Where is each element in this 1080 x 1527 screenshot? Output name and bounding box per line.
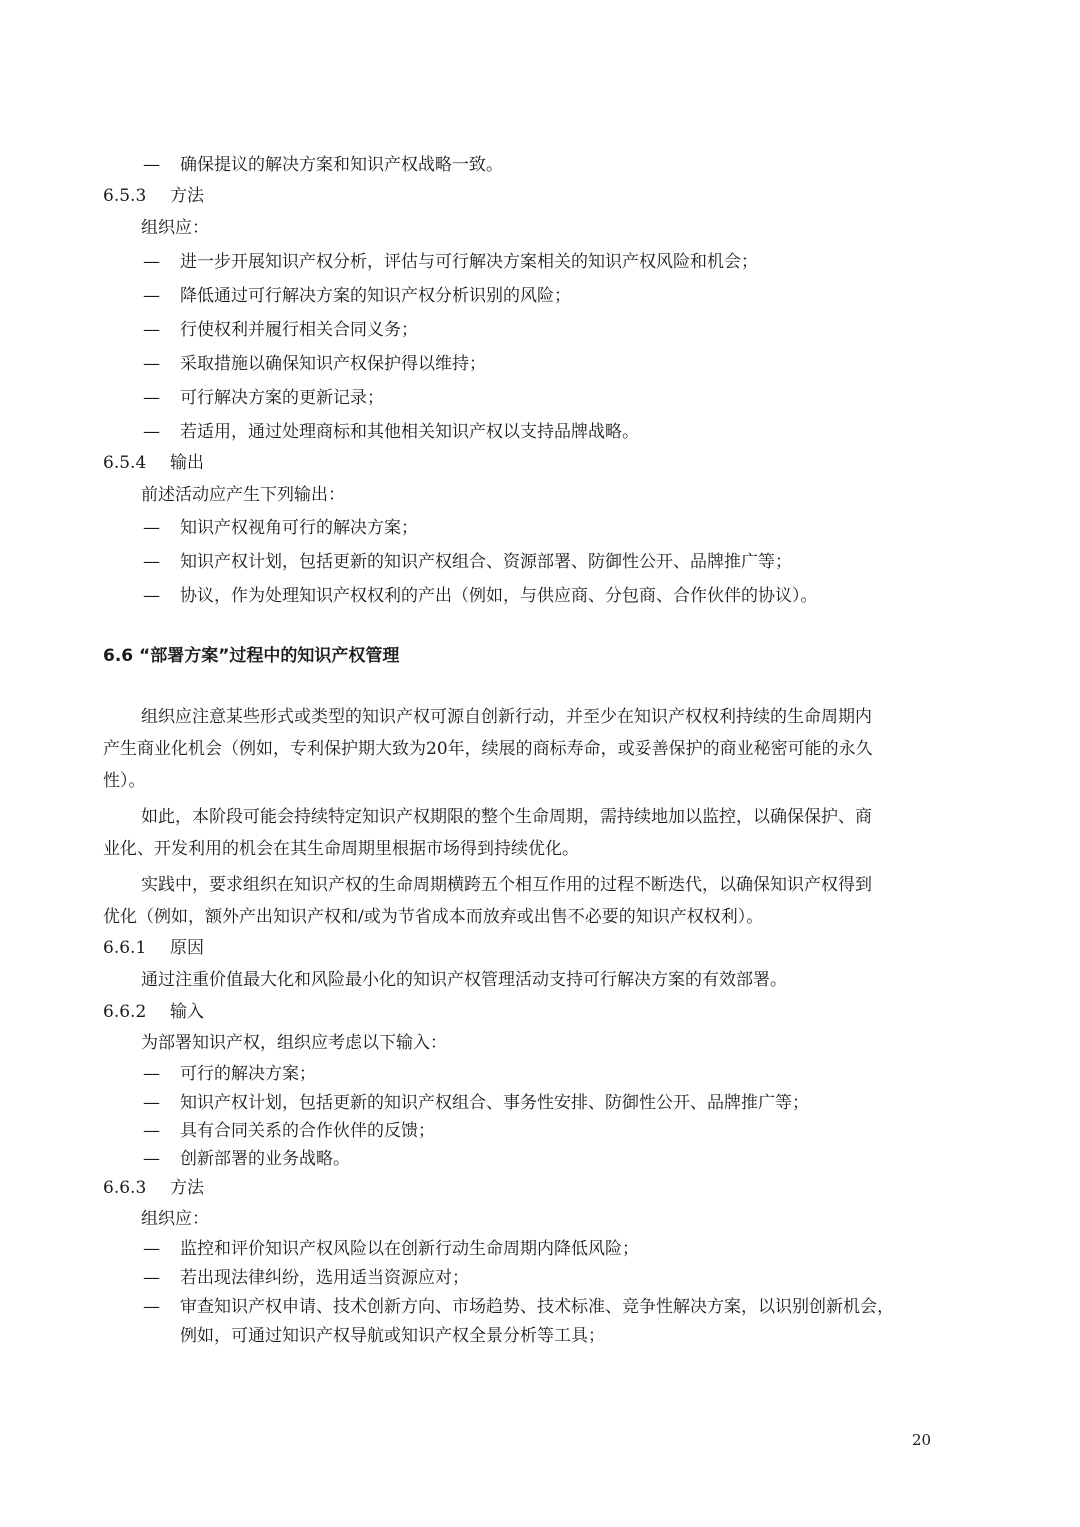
subsection-title: 原因 [170,938,204,958]
list-dash: — [143,586,160,606]
list-dash: — [143,286,160,306]
list-item-text: 知识产权计划，包括更新的知识产权组合、事务性安排、防御性公开、品牌推广等； [180,1093,809,1113]
list-dash: — [143,422,160,442]
list-dash: — [143,354,160,374]
list-dash: — [143,320,160,340]
lead-text-content: 组织应： [141,1209,209,1229]
list-item-text: 确保提议的解决方案和知识产权战略一致。 [180,155,503,175]
list-dash: — [143,518,160,538]
paragraph-line: 业化、开发利用的机会在其生命周期里根据市场得到持续优化。 [103,839,579,859]
list-dash: — [143,1297,160,1317]
subsection-number: 6.6.2 [103,1002,147,1022]
subsection-number: 6.5.4 [103,453,147,473]
list-item-text: 若适用，通过处理商标和其他相关知识产权以支持品牌战略。 [180,422,639,442]
paragraph-line: 如此，本阶段可能会持续特定知识产权期限的整个生命周期，需持续地加以监控，以确保保护、商 [141,807,872,827]
list-item-text: 知识产权视角可行的解决方案； [180,518,418,538]
subsection-title: 输出 [170,453,204,473]
list-item-text: 若出现法律纠纷，选用适当资源应对； [180,1268,469,1288]
subsection-title: 方法 [170,1178,204,1198]
list-item-text: 例如，可通过知识产权导航或知识产权全景分析等工具； [180,1326,605,1346]
list-item-text: 审查知识产权申请、技术创新方向、市场趋势、技术标准、竞争性解决方案，以识别创新机会， [180,1297,894,1317]
list-item-text: 监控和评价知识产权风险以在创新行动生命周期内降低风险； [180,1239,639,1259]
list-item-text: 行使权利并履行相关合同义务； [180,320,418,340]
subsection-number: 6.5.3 [103,186,147,206]
paragraph-line: 性）。 [103,771,146,791]
page-number: 20 [912,1431,932,1449]
subsection-number: 6.6.3 [103,1178,147,1198]
subsection-title: 方法 [170,186,204,206]
lead-text-content: 组织应： [141,218,209,238]
list-dash: — [143,1121,160,1141]
list-item-text: 创新部署的业务战略。 [180,1149,350,1169]
list-item-text: 降低通过可行解决方案的知识产权分析识别的风险； [180,286,571,306]
list-dash: — [143,552,160,572]
section-heading-6-6: 6.6 “部署方案”过程中的知识产权管理 [103,646,400,666]
lead-text-content: 前述活动应产生下列输出： [141,485,345,505]
paragraph-line: 组织应注意某些形式或类型的知识产权可源自创新行动，并至少在知识产权权利持续的生命周期内 [141,707,872,727]
list-item-text: 协议，作为处理知识产权权利的产出（例如，与供应商、分包商、合作伙伴的协议）。 [180,586,818,606]
list-dash: — [143,1239,160,1259]
body-text-content: 通过注重价值最大化和风险最小化的知识产权管理活动支持可行解决方案的有效部署。 [141,970,787,990]
list-item-text: 进一步开展知识产权分析，评估与可行解决方案相关的知识产权风险和机会； [180,252,758,272]
list-dash: — [143,1064,160,1084]
list-item-text: 可行解决方案的更新记录； [180,388,384,408]
list-item-text: 采取措施以确保知识产权保护得以维持； [180,354,486,374]
list-item-text: 具有合同关系的合作伙伴的反馈； [180,1121,435,1141]
list-dash: — [143,1268,160,1288]
paragraph-line: 优化（例如，额外产出知识产权和/或为节省成本而放弃或出售不必要的知识产权权利）。 [103,907,764,927]
subsection-title: 输入 [170,1002,204,1022]
paragraph-line: 实践中，要求组织在知识产权的生命周期横跨五个相互作用的过程不断迭代，以确保知识产权得到 [141,875,872,895]
subsection-number: 6.6.1 [103,938,147,958]
list-item-text: 可行的解决方案； [180,1064,316,1084]
list-item-text: 知识产权计划，包括更新的知识产权组合、资源部署、防御性公开、品牌推广等； [180,552,792,572]
lead-text-content: 为部署知识产权，组织应考虑以下输入： [141,1033,447,1053]
list-dash: — [143,155,160,175]
list-dash: — [143,1149,160,1169]
list-dash: — [143,388,160,408]
list-dash: — [143,252,160,272]
paragraph-line: 产生商业化机会（例如，专利保护期大致为20年，续展的商标寿命，或妥善保护的商业秘密可能的永久 [103,739,873,759]
list-dash: — [143,1093,160,1113]
